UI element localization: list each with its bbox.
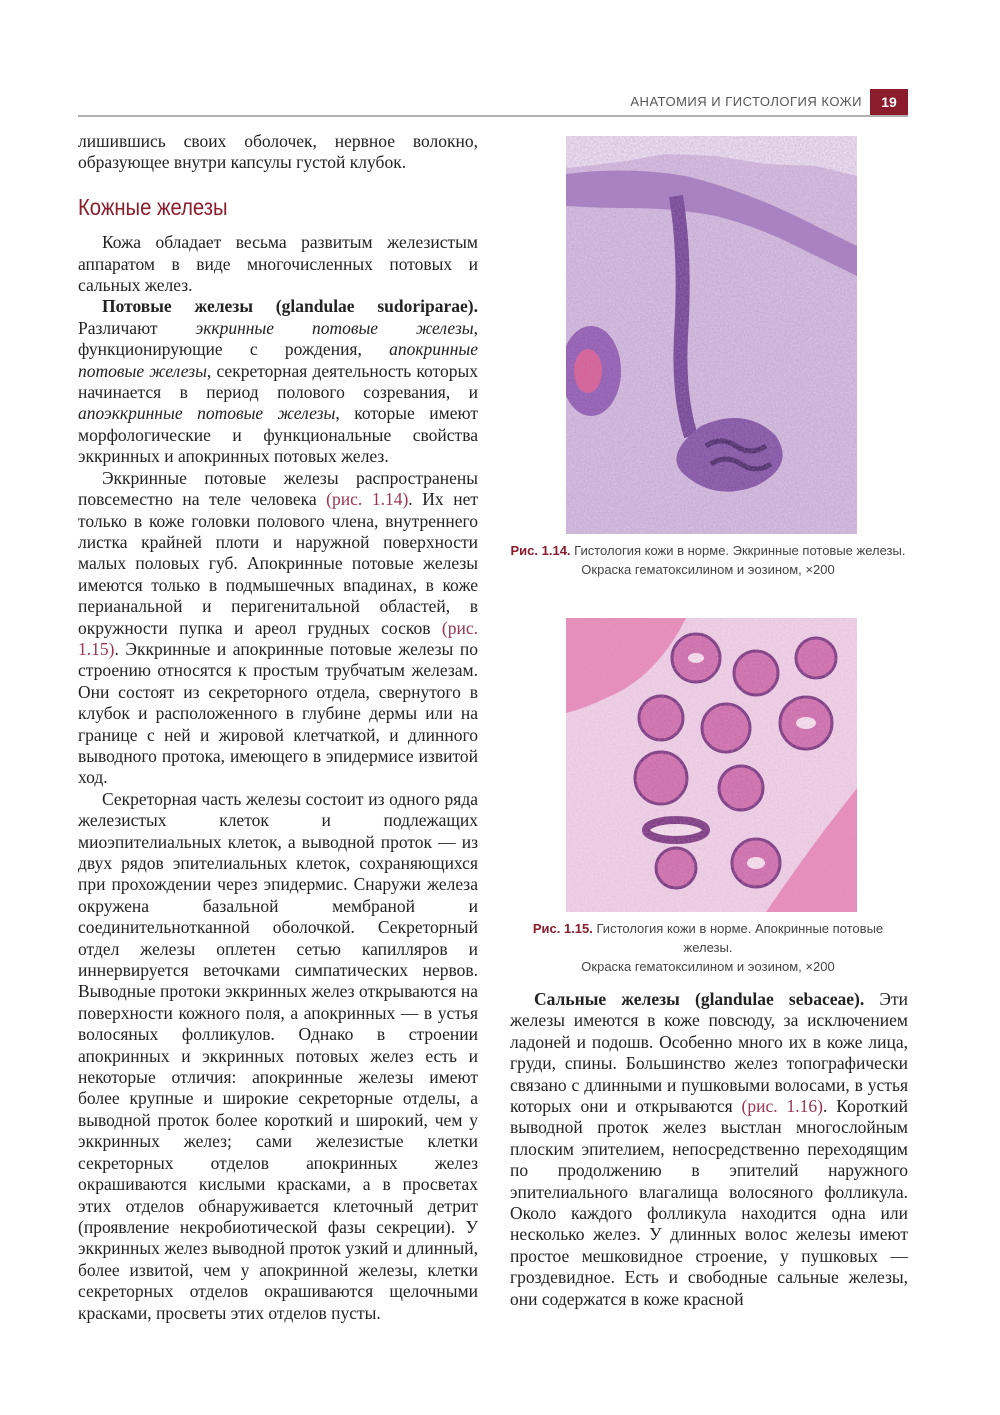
figure-ref-1-14[interactable]: (рис. 1.14): [326, 489, 409, 510]
figure-ref-1-15[interactable]: (рис. 1.15): [78, 617, 478, 659]
paragraph-structure: Секреторная часть железы состоит из одного ряда железистых клеток и подлежащих миоэпителиальных клеток, а выводной проток — из двух рядов эпителиальных клеток, сохраняющихся при прохождении через эпидермис. Снаружи железа окружена базальной мембраной и соединительнотканной оболочкой. Секреторный отдел железы оплетен сетью капилляров и иннервируется веточками симпатических нервов. Выводные протоки эккринных желез открываются на поверхности кожного поля, а апокринных — в устья волосяных фолликулов. Однако в строении апокринных и эккринных потовых желез есть и некоторые отличия: апокринные железы имеют более крупные и широкие секреторные отделы, а выводной проток более короткий и широкий, чем у эккринных желез; сами железистые клетки секреторных отделов апокринных желез окрашиваются кислыми красками, а в просветах этих отделов обнаруживается клеточный детрит (проявление некробиотической фазы секреции). У эккринных желез выводной проток узкий и длинный, более извитой, чем у апокринной железы, клетки секреторных отделов окрашиваются щелочными красками, просветы этих отделов пусты.: [78, 788, 478, 1323]
figure-1-15-caption: Рис. 1.15. Гистология кожи в норме. Апокринные потовые железы. Окраска гематоксилином и эозином, ×200: [532, 921, 884, 974]
figure-1-14-caption: Рис. 1.14. Гистология кожи в норме. Эккринные потовые железы. Окраска гематоксилином и эозином, ×200: [510, 543, 906, 577]
left-column: [78, 131, 478, 1324]
paragraph-intro: Кожа обладает весьма развитым железистым аппаратом в виде многочисленных потовых и сальных желез.: [78, 232, 478, 296]
running-head: АНАТОМИЯ И ГИСТОЛОГИЯ КОЖИ: [630, 94, 862, 109]
figure-1-14-micrograph: [566, 136, 857, 534]
apocrine-histology-image: [566, 618, 857, 912]
paragraph-distribution: Эккринные потовые железы распространены повсеместно на теле человека (рис. 1.14). Их нет только в коже головки полового члена, внутреннего листка крайней плоти и наружной поверхности малых половых губ. Апокринные потовые железы имеются только в подмышечных впадинах, в коже перианальной и перигенитальной областей, в окружности пупка и ареол грудных сосков (рис. 1.15). Эккринные и апокринные потовые железы по строению относятся к простым трубчатым железам. Они состоят из секреторного отдела, свернутого в клубок и расположенного в глубине дермы или на границе с ней и жировой клетчаткой, и длинного выводного протока, имеющего в эпидермисе извитой ход.: [78, 467, 478, 788]
figure-1-15-micrograph: [566, 618, 857, 912]
right-column: [510, 989, 908, 1310]
paragraph-sebaceous-glands: Сальные железы (glandulae sebaceae). Эти железы имеются в коже повсюду, за исключением ладоней и подошв. Особенно много их в коже лица, груди, спины. Большинство желез топографически связано с длинными и пушковыми волосами, в устья которых они и открываются (рис. 1.16). Короткий выводной проток желез выстлан многослойным плоским эпителием, непосредственно переходящим по продолжению в эпителий наружного эпителиального влагалища волосяного фолликула. Около каждого фолликула находится одна или несколько желез. У длинных волос железы имеют простое мешковидное строение, у пушковых — гроздевидное. Есть и свободные сальные железы, они содержатся в коже красной: [510, 989, 908, 1309]
figure-1-15-label: Рис. 1.15.: [532, 921, 593, 936]
lead-sweat-glands: Потовые железы (glandulae sudoriparae).: [102, 296, 478, 317]
lead-sebaceous-glands: Сальные железы (glandulae sebaceae).: [534, 989, 865, 1009]
figure-1-14-label: Рис. 1.14.: [510, 543, 571, 558]
intro-continuation: лишившись своих оболочек, нервное волокно, образующее внутри капсулы густой клубок.: [78, 131, 478, 173]
page-number: 19: [870, 89, 908, 115]
figure-ref-1-16[interactable]: (рис. 1.16): [741, 1096, 823, 1117]
section-heading: Кожные железы: [78, 193, 228, 220]
header-rule: [78, 115, 908, 117]
paragraph-sweat-glands: Потовые железы (glandulae sudoriparae). Различают эккринные потовые железы, функционирующие с рождения, апокринные потовые железы, секреторная деятельность которых начинается в период полового созревания, и апоэккринные потовые железы, которые имеют морфологические и функциональные свойства эккринных и апокринных потовых желез.: [78, 296, 478, 467]
eccrine-histology-image: [566, 136, 857, 534]
